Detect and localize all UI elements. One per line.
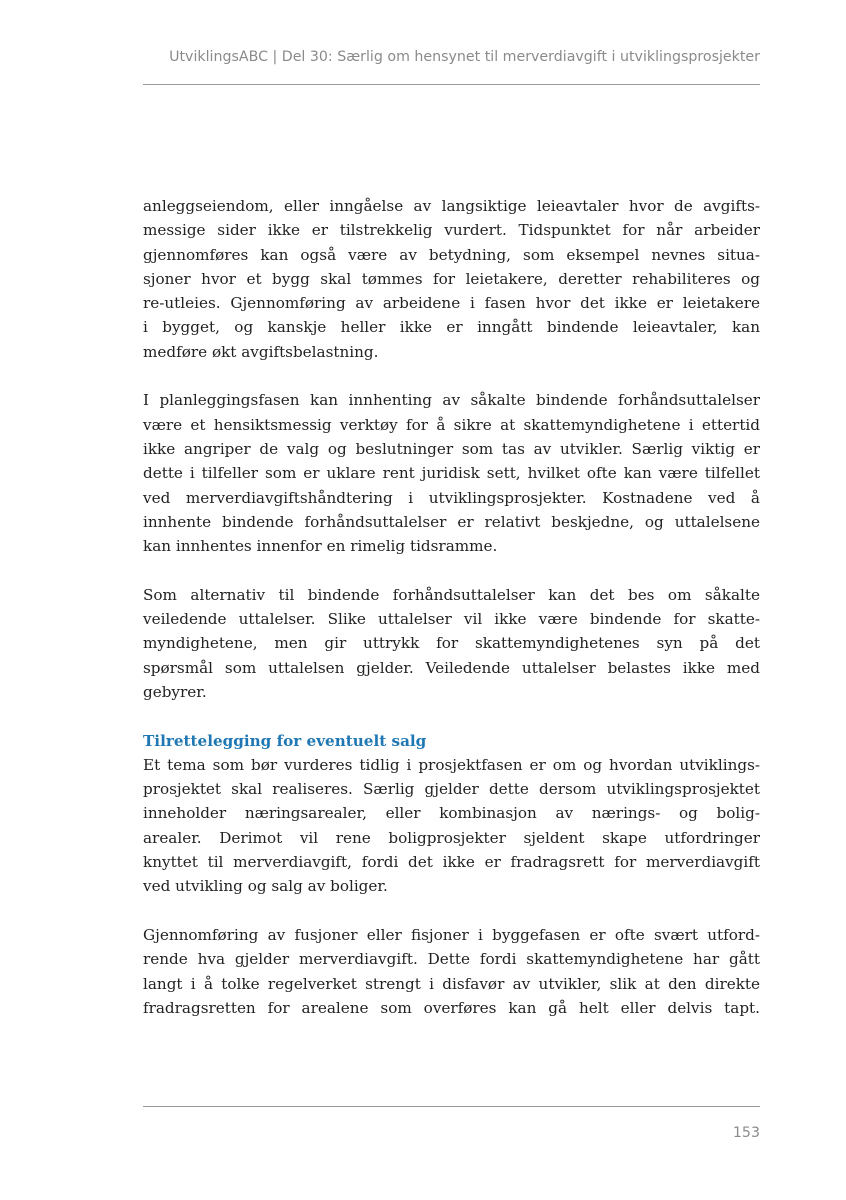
section-heading: Tilrettelegging for eventuelt salg (143, 731, 427, 750)
section-paragraph-1 (143, 753, 760, 899)
text-line: langt i å tolke regelverket strengt i disfavør av utvikler, slik at den direkte (143, 974, 760, 993)
text-line: gjennomføres kan også være av betydning, som eksempel nevnes situa- (143, 245, 760, 264)
paragraph-2 (143, 388, 760, 558)
text-line: ikke angriper de valg og beslutninger som tas av utvikler. Særlig viktig er (143, 439, 760, 458)
text-line: medføre økt avgiftsbelastning. (143, 342, 379, 361)
text-line: messige sider ikke er tilstrekkelig vurdert. Tidspunktet for når arbeider (143, 221, 760, 240)
body-text (143, 194, 760, 1020)
paragraph-3 (143, 583, 760, 704)
running-header: UtviklingsABC | Del 30: Særlig om hensynet til merverdiavgift i utviklingsprosjekter (169, 49, 760, 65)
text-line: I planleggingsfasen kan innhenting av såkalte bindende forhåndsuttalelser (143, 391, 760, 410)
footer-divider (143, 1106, 760, 1107)
text-line: dette i tilfeller som er uklare rent juridisk sett, hvilket ofte kan være tilfellet (143, 464, 760, 483)
text-line: spørsmål som uttalelsen gjelder. Veiledende uttalelser belastes ikke med (143, 658, 760, 677)
text-line: re-utleies. Gjennomføring av arbeidene i fasen hvor det ikke er leietakere (143, 294, 760, 313)
page-number: 153 (732, 1125, 760, 1141)
text-line: Et tema som bør vurderes tidlig i prosjektfasen er om og hvordan utviklings- (143, 755, 760, 774)
text-line: arealer. Derimot vil rene boligprosjekter sjeldent skape utfordringer (143, 828, 760, 847)
text-line: sjoner hvor et bygg skal tømmes for leietakere, deretter rehabiliteres og (143, 269, 760, 288)
text-line: knyttet til merverdiavgift, fordi det ikke er fradragsrett for merverdiavgift (143, 853, 760, 872)
text-line: gebyrer. (143, 682, 207, 701)
text-line: ved merverdiavgiftshåndtering i utviklingsprosjekter. Kostnadene ved å (143, 488, 760, 507)
text-line: fradragsretten for arealene som overføres kan gå helt eller delvis tapt. (143, 998, 760, 1017)
paragraph-1 (143, 194, 760, 364)
text-line: Gjennomføring av fusjoner eller fisjoner i byggefasen er ofte svært utford- (143, 925, 760, 944)
text-line: inneholder næringsarealer, eller kombinasjon av nærings- og bolig- (143, 804, 760, 823)
text-line: prosjektet skal realiseres. Særlig gjelder dette dersom utviklingsprosjektet (143, 780, 760, 799)
section-paragraph-2 (143, 923, 760, 1020)
text-line: kan innhentes innenfor en rimelig tidsramme. (143, 537, 498, 556)
text-line: anleggseiendom, eller inngåelse av langsiktige leieavtaler hvor de avgifts- (143, 197, 760, 215)
text-line: være et hensiktsmessig verktøy for å sikre at skattemyndighetene i ettertid (143, 415, 760, 434)
text-line: i bygget, og kanskje heller ikke er inngått bindende leieavtaler, kan (143, 318, 760, 337)
text-line: ved utvikling og salg av boliger. (143, 877, 388, 896)
text-line: Som alternativ til bindende forhåndsuttalelser kan det bes om såkalte (143, 585, 760, 604)
header-divider (143, 84, 760, 85)
text-line: veiledende uttalelser. Slike uttalelser vil ikke være bindende for skatte- (143, 610, 760, 629)
text-line: innhente bindende forhåndsuttalelser er relativt beskjedne, og uttalelsene (143, 512, 760, 531)
text-line: rende hva gjelder merverdiavgift. Dette fordi skattemyndighetene har gått (143, 950, 760, 969)
text-line: myndighetene, men gir uttrykk for skattemyndighetenes syn på det (143, 634, 760, 653)
